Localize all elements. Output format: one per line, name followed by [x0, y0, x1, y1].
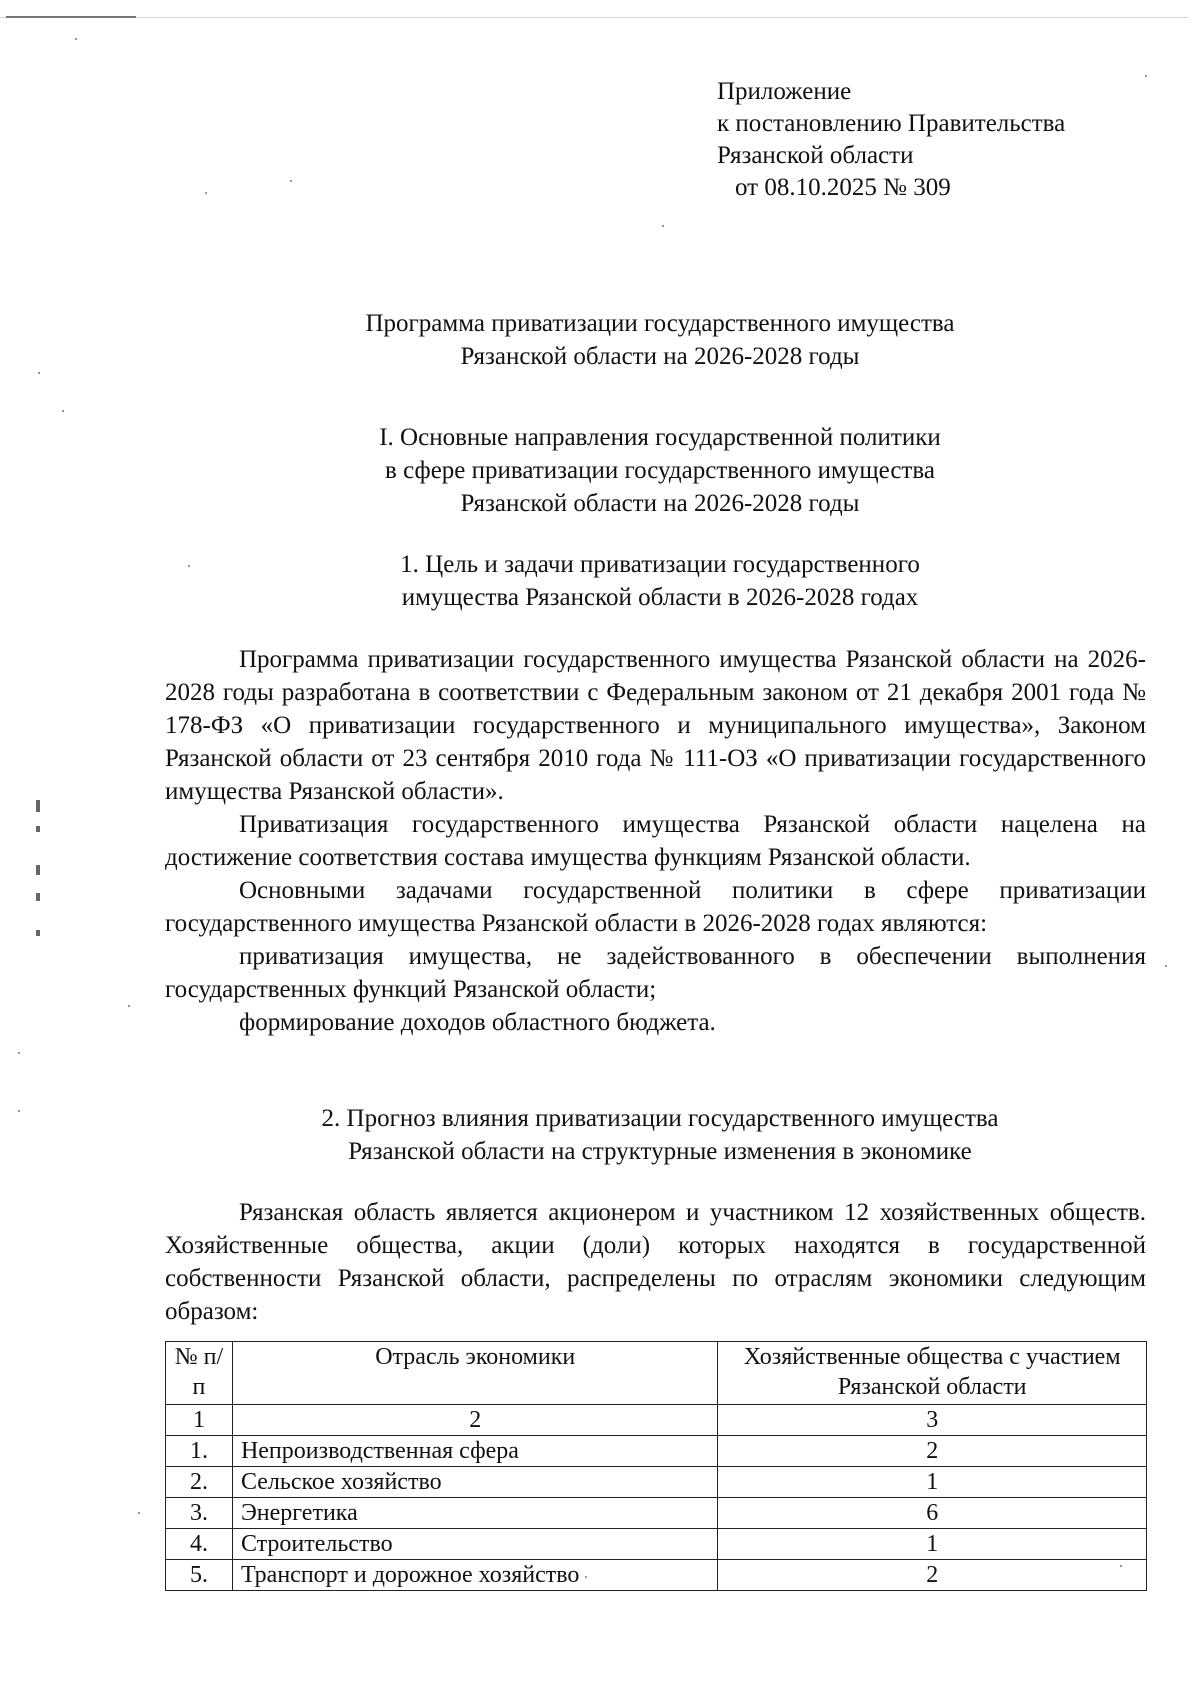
paragraph: Приватизация государственного имущества Рязанской области нацелена на достижение соответствия состава имущества функциям Рязанской области. [165, 811, 1146, 871]
row-num: 1. [166, 1436, 233, 1467]
approval-date: от 08.10.2025 № 309 [735, 174, 951, 201]
scan-speck [128, 1005, 130, 1007]
table-row [166, 1498, 1147, 1529]
scan-edge-mark [6, 16, 136, 18]
row-sector: Энергетика [232, 1498, 718, 1529]
body-paragraphs [165, 643, 1146, 1039]
row-count: 1 [718, 1467, 1147, 1498]
scan-speck [62, 410, 64, 412]
approval-line: Приложение [717, 78, 852, 105]
table-column-number-row [166, 1405, 1147, 1436]
row-sector: Транспорт и дорожное хозяйство [232, 1560, 718, 1591]
body-paragraphs [165, 1196, 1146, 1328]
row-sector: Непроизводственная сфера [232, 1436, 718, 1467]
scan-speck [36, 800, 40, 812]
subsection-heading [260, 1102, 1060, 1168]
paragraph: Программа приватизации государственного имущества Рязанской области на 2026-2028 годы разработана в соответствии с Федеральным законом от 21 декабря 2001 года № 178-ФЗ «О приватизации государственного и муниципального имущества», Законом Рязанской области от 23 сентября 2010 года № 111-ОЗ «О приватизации государственного имущества Рязанской области». [165, 646, 1146, 805]
scan-speck [36, 865, 40, 875]
scan-edge-line [0, 17, 1188, 18]
table-row [166, 1529, 1147, 1560]
row-count: 2 [718, 1436, 1147, 1467]
title-line: Программа приватизации государственного имущества [365, 310, 955, 337]
header-sector: Отрасль экономики [232, 1342, 718, 1405]
row-sector: Сельское хозяйство [232, 1467, 718, 1498]
row-count: 1 [718, 1529, 1147, 1560]
row-num: 4. [166, 1529, 233, 1560]
economy-sectors-table [165, 1341, 1147, 1591]
scan-speck [290, 180, 292, 182]
scan-speck [138, 1512, 140, 1514]
section-heading-line: I. Основные направления государственной политики [379, 424, 941, 451]
scan-speck [188, 565, 190, 567]
subsection-heading-line: Рязанской области на структурные изменения в экономике [348, 1138, 972, 1165]
row-num: 2. [166, 1467, 233, 1498]
section-heading-line: Рязанской области на 2026-2028 годы [460, 490, 860, 517]
scan-speck [38, 372, 40, 374]
approval-block [717, 76, 1065, 204]
subsection-heading-line: 2. Прогноз влияния приватизации государственного имущества [321, 1105, 999, 1132]
paragraph: Рязанская область является акционером и участником 12 хозяйственных обществ. Хозяйственные общества, акции (доли) которых находятся в государственной собственности Рязанской области, распределены по отраслям экономики следующим образом: [165, 1199, 1146, 1325]
scan-speck [36, 826, 40, 832]
scan-speck [1145, 75, 1147, 77]
approval-line: к постановлению Правительства [717, 110, 1066, 137]
row-count: 6 [718, 1498, 1147, 1529]
table-row [166, 1560, 1147, 1591]
section-heading [260, 421, 1060, 520]
subsection-heading-line: имущества Рязанской области в 2026-2028 годах [401, 584, 919, 611]
scan-speck [18, 1110, 20, 1112]
subsection-heading [260, 548, 1060, 614]
document-title [260, 307, 1060, 373]
scan-speck [662, 225, 664, 227]
scan-speck [205, 192, 207, 194]
subsection-heading-line: 1. Цель и задачи приватизации государственного [400, 551, 920, 578]
scan-speck [1120, 1565, 1122, 1567]
row-count: 2 [718, 1560, 1147, 1591]
paragraph: приватизация имущества, не задействованного в обеспечении выполнения государственных функций Рязанской области; [165, 943, 1146, 1003]
row-sector: Строительство [232, 1529, 718, 1560]
header-companies: Хозяйственные общества с участием Рязанской области [718, 1342, 1147, 1405]
paragraph: формирование доходов областного бюджета. [239, 1009, 716, 1036]
scan-speck [75, 38, 77, 40]
column-number: 2 [232, 1405, 718, 1436]
header-num: № п/п [166, 1342, 233, 1405]
scan-speck [1165, 965, 1167, 967]
paragraph: Основными задачами государственной политики в сфере приватизации государственного имущества Рязанской области в 2026-2028 годах являются: [165, 877, 1146, 937]
scan-speck [36, 930, 40, 936]
table-row [166, 1467, 1147, 1498]
table-header-row [166, 1342, 1147, 1405]
scan-speck [585, 1576, 587, 1578]
row-num: 5. [166, 1560, 233, 1591]
title-line: Рязанской области на 2026-2028 годы [460, 343, 860, 370]
table-row [166, 1436, 1147, 1467]
scan-speck [18, 1052, 20, 1054]
row-num: 3. [166, 1498, 233, 1529]
approval-line: Рязанской области [717, 142, 914, 169]
column-number: 3 [718, 1405, 1147, 1436]
scan-speck [36, 893, 40, 901]
section-heading-line: в сфере приватизации государственного имущества [385, 457, 935, 484]
column-number: 1 [166, 1405, 233, 1436]
